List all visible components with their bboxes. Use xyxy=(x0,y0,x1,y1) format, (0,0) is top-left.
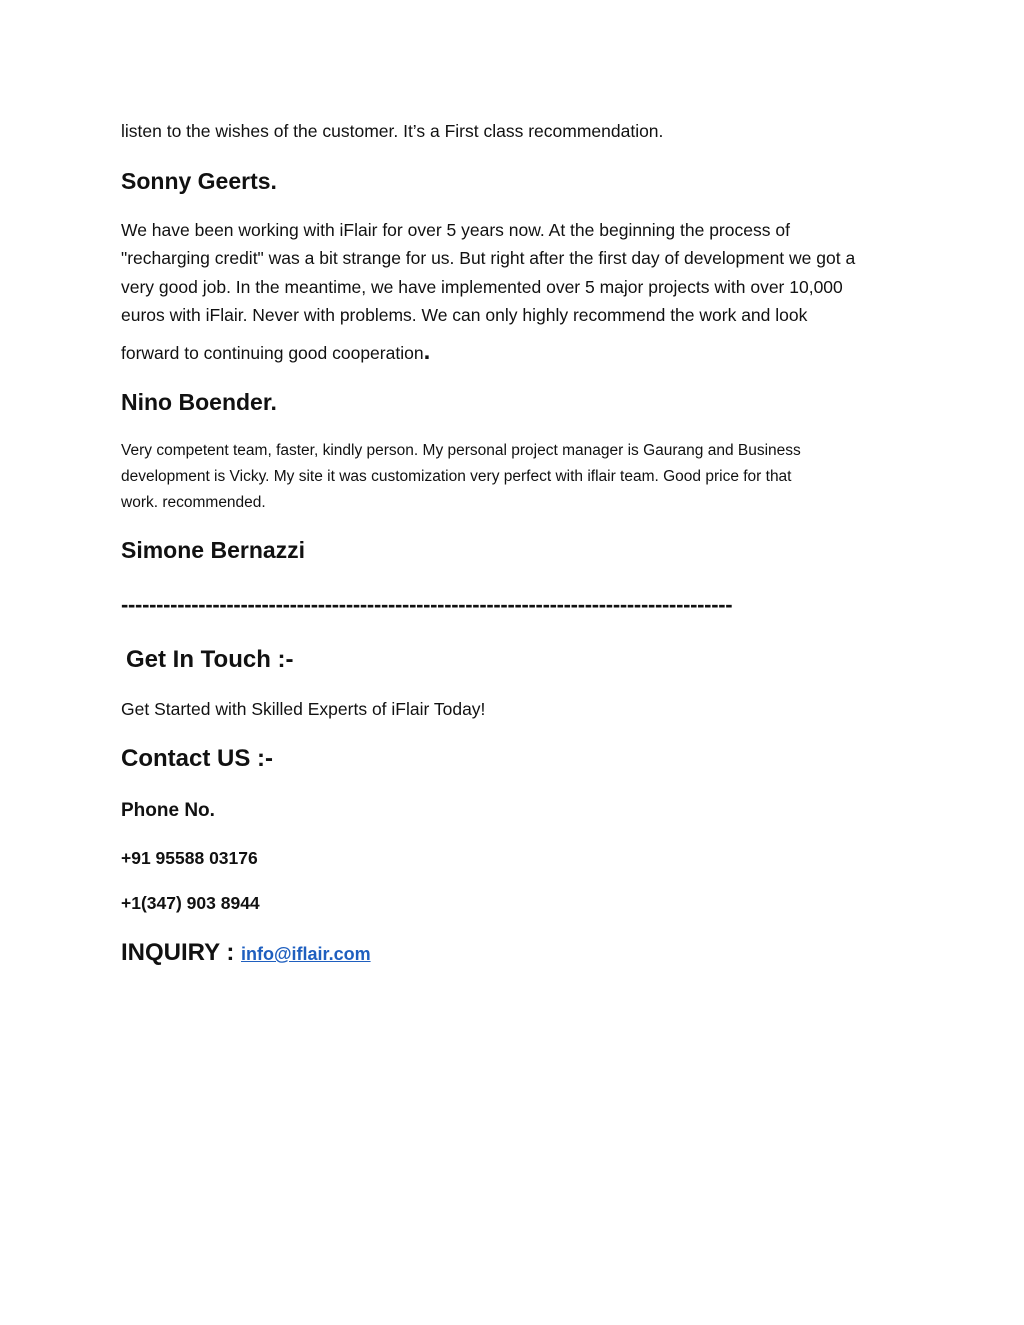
testimonial-line: forward to continuing good cooperation xyxy=(121,343,424,363)
intro-line: listen to the wishes of the customer. It’s a First class recommendation. xyxy=(121,121,664,141)
testimonial-line: We have been working with iFlair for over 5 years now. At the beginning the process of xyxy=(121,220,790,240)
testimonial-line: Very competent team, faster, kindly person. My personal project manager is Gaurang and Business xyxy=(121,442,801,459)
get-in-touch-heading: Get In Touch :- xyxy=(126,646,294,673)
testimonial-author-nino: Nino Boender. xyxy=(121,389,277,415)
phone-label: Phone No. xyxy=(121,800,215,821)
testimonial-line: very good job. In the meantime, we have implemented over 5 major projects with over 10,000 xyxy=(121,277,843,297)
inquiry-label: INQUIRY : xyxy=(121,939,235,966)
testimonial-author-sonny: Sonny Geerts. xyxy=(121,168,277,194)
contact-heading: Contact US :- xyxy=(121,745,273,772)
testimonial-line: "recharging credit" was a bit strange for us. But right after the first day of development we got a xyxy=(121,248,856,268)
inquiry-row xyxy=(121,939,371,967)
testimonial-author-simone: Simone Bernazzi xyxy=(121,537,306,563)
testimonial-line: work. recommended. xyxy=(121,494,266,511)
testimonial-line-last xyxy=(121,338,430,366)
email-link[interactable]: info@iflair.com xyxy=(241,944,371,964)
testimonial-line: euros with iFlair. Never with problems. We can only highly recommend the work and look xyxy=(121,305,808,325)
phone-number-us: +1(347) 903 8944 xyxy=(121,893,260,913)
testimonial-period: . xyxy=(423,338,431,365)
phone-number-india: +91 95588 03176 xyxy=(121,848,258,868)
get-started-text: Get Started with Skilled Experts of iFlair Today! xyxy=(121,699,486,719)
section-divider: --------------------------------------------------------------------------------------- xyxy=(121,592,733,617)
testimonial-line: development is Vicky. My site it was customization very perfect with iflair team. Good price for that xyxy=(121,468,792,485)
